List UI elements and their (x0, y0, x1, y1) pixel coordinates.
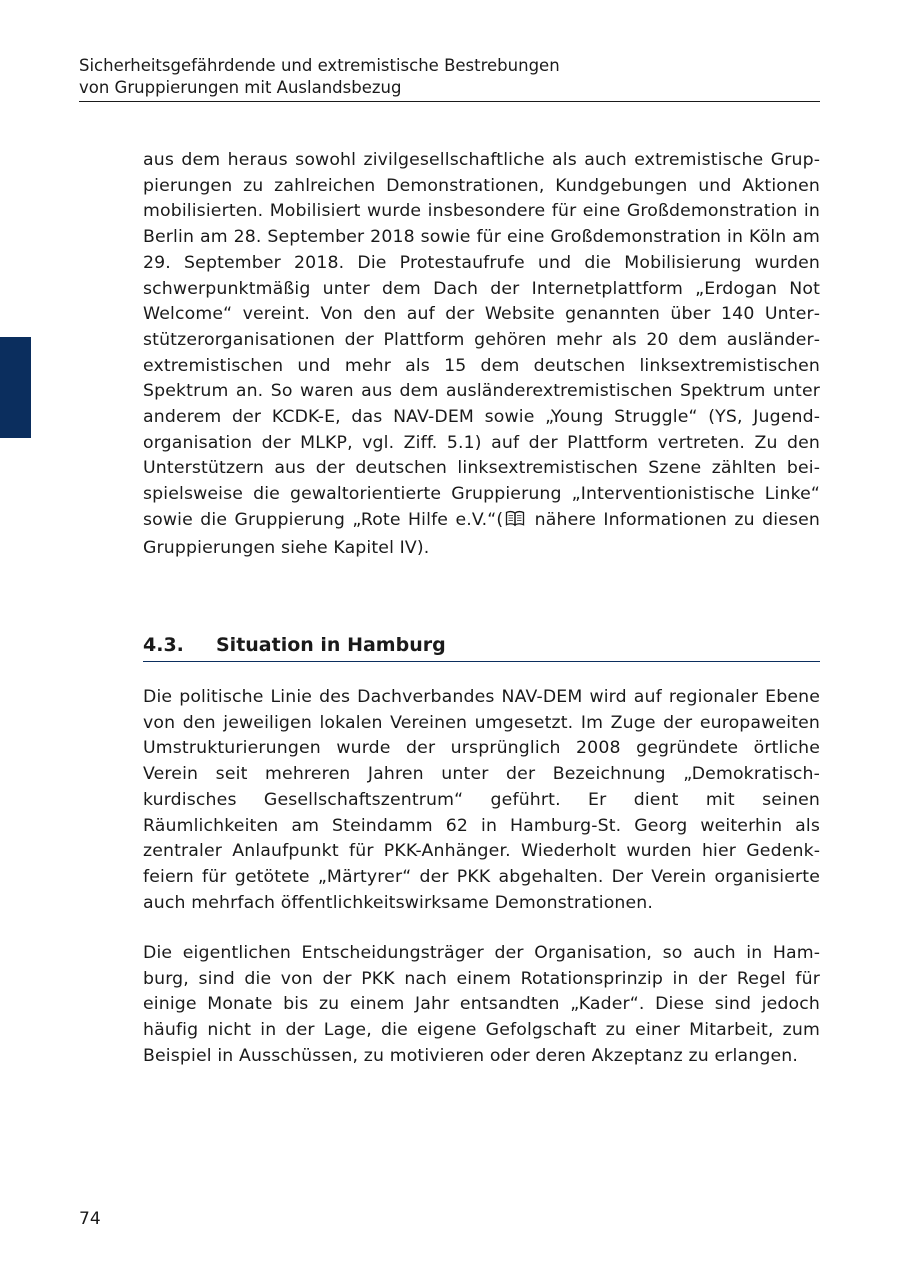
book-icon (505, 510, 525, 536)
paragraph-1-text-end: nähere Informationen zu diesen Gruppierungen siehe Kapitel IV). (143, 509, 820, 558)
body-paragraph-3: Die eigentlichen Entscheidungsträger der Organisation, so auch in Hamburg, sind die von der PKK nach einem Rotationsprinzip in der Regel für einige Monate bis zu einem Jahr entsandten „Kader“. Diese sind jedoch häufig nicht in der Lage, die eigene Gefolgschaft zu einer Mitarbeit, zum Beispiel in Ausschüssen, zu motivieren oder deren Akzeptanz zu erlangen. (143, 943, 820, 1066)
body-paragraph-1 (143, 148, 820, 561)
chapter-side-tab (0, 337, 31, 438)
section-heading (143, 631, 820, 662)
section-number: 4.3. (143, 634, 184, 656)
header-line-2: von Gruppierungen mit Auslandsbezug (79, 78, 402, 97)
paragraph-1-text-start: aus dem heraus sowohl zivilgesellschaftliche als auch extremistische Gruppierungen zu zahlreichen Demonstrationen, Kundgebungen und Aktionen mobilisierten. Mobilisiert wurde insbesondere für eine Großdemonstration in Berlin am 28. September 2018 sowie für eine Großdemonstration in Köln am 29. September 2018. Die Protestaufrufe und die Mobilisierung wurden schwerpunktmäßig unter dem Dach der Internetplattform „Erdogan Not Welcome“ vereint. Von den auf der Website genannten über 140 Unterstützerorganisationen der Plattform gehören mehr als 20 dem ausländerextremistischen und mehr als 15 dem deutschen linksextremistischen Spektrum an. So waren aus dem ausländerextremistischen Spektrum unter anderem der KCDK-E, das NAV-DEM sowie „Young Struggle“ (YS, Jugendorganisation der MLKP, vgl. Ziff. 5.1) auf der Plattform vertreten. Zu den Unterstützern aus der deutschen linksextremistischen Szene zählten beispielsweise die gewaltorientierte Gruppierung „Interventionistische Linke“ sowie die Gruppierung „Rote Hilfe e.V.“( (143, 150, 820, 530)
running-header (79, 55, 820, 99)
header-divider (79, 101, 820, 102)
body-paragraph-2: Die politische Linie des Dachverbandes NAV-DEM wird auf regionaler Ebene von den jeweiligen lokalen Vereinen umgesetzt. Im Zuge der europaweiten Umstrukturierungen wurde der ursprünglich 2008 gegründete örtliche Verein seit mehreren Jahren unter der Bezeichnung „Demokratisch-kurdisches Gesellschaftszentrum“ geführt. Er dient mit seinen Räumlichkeiten am Steindamm 62 in Hamburg-St. Georg weiterhin als zentraler Anlaufpunkt für PKK-Anhänger. Wiederholt wurden hier Gedenkfeiern für getötete „Märtyrer“ der PKK abgehalten. Der Verein organisierte auch mehrfach öffentlichkeitswirksame Demonstrationen. (143, 687, 820, 913)
header-line-1: Sicherheitsgefährdende und extremistische Bestrebungen (79, 56, 560, 75)
page-number: 74 (79, 1209, 101, 1229)
section-title: Situation in Hamburg (216, 634, 446, 656)
